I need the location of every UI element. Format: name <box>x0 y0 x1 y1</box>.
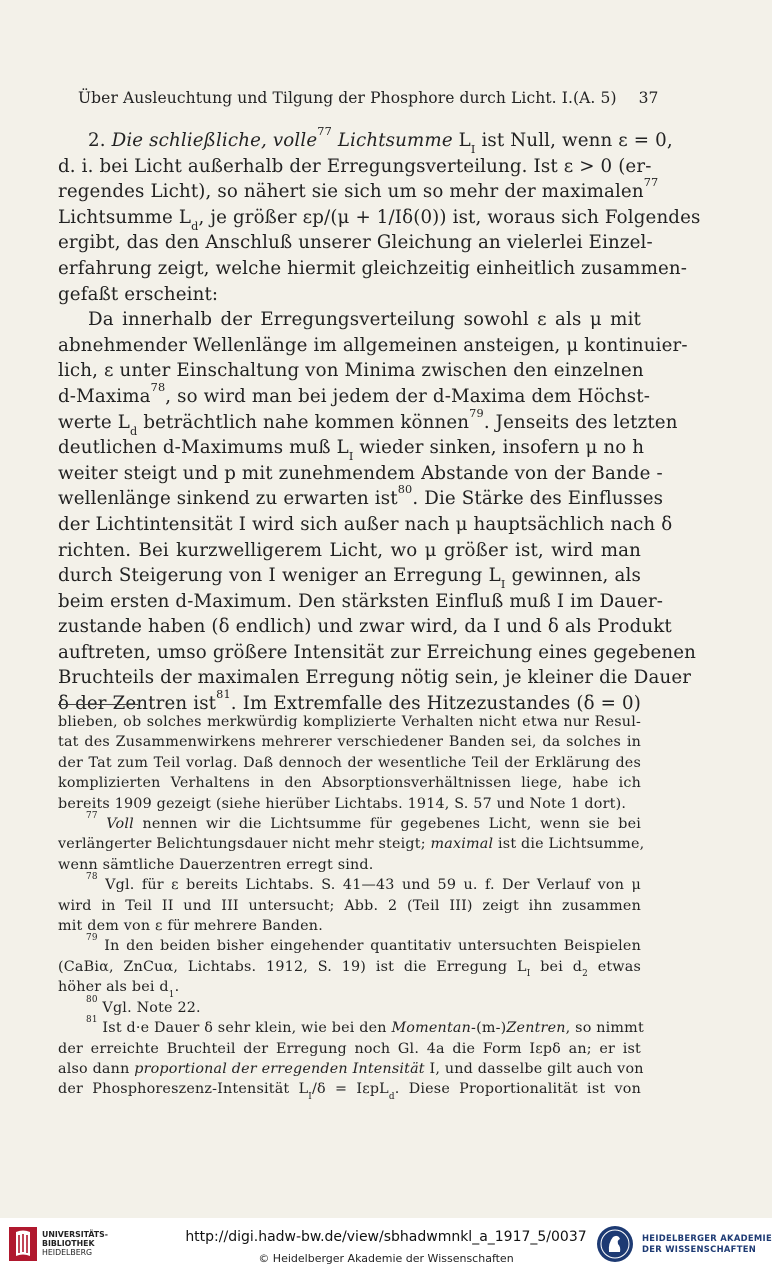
paragraph-2 <box>58 125 701 307</box>
text-line: zustande haben (δ endlich) und zwar wird, da I und δ als Produkt <box>58 616 672 638</box>
footnote-line: tat des Zusammenwirkens mehrerer verschiedener Banden sei, da solches in <box>58 734 641 751</box>
text-line: Bruchteils der maximalen Erregung nötig sein, je kleiner die Dauer <box>58 667 692 689</box>
footnote-rule <box>58 704 138 705</box>
text-line: regendes Licht), so nähert sie sich um so mehr der maximalen$^{77}$ <box>58 176 659 203</box>
text-line: Lichtsumme $L_d$, je größer εp/(μ + 1/Iδ(0)) ist, woraus sich Folgendes <box>58 206 701 234</box>
text-line: ergibt, das den Anschluß unserer Gleichung an vielerlei Einzel- <box>58 232 653 254</box>
text-line: richten. Bei kurzwelligerem Licht, wo μ größer ist, wird man <box>58 539 641 561</box>
footnote-line: der Phosphoreszenz-Intensität $L_I/\delta = I\varepsilon pL_d$. Diese Proportionalität ist von <box>58 1081 641 1102</box>
copyright-notice: © Heidelberger Akademie der Wissenschaften <box>258 1252 514 1265</box>
viewer-footer <box>0 1218 772 1271</box>
page-url[interactable]: http://digi.hadw-bw.de/view/sbhadwmnkl_a_1917_5/0037 <box>185 1229 587 1245</box>
footnote-77: $^{77}$ Voll nennen wir die Lichtsumme für gegebenes Licht, wenn sie bei <box>86 811 642 833</box>
footnote-line: mit dem von ε für mehrere Banden. <box>58 918 323 935</box>
academy-seal-icon <box>596 1225 634 1263</box>
text-line: weiter steigt und p mit zunehmendem Abstande von der Bande - <box>58 462 663 484</box>
text-line: 2. Die schließliche, volle$^{77}$ Lichtsumme $L_I$ ist Null, wenn ε = 0, <box>88 125 673 157</box>
footnote-line: höher als bei $d_1$. <box>58 979 180 1000</box>
footnote-81: $^{81}$ Ist d·e Dauer δ sehr klein, wie bei den Momentan-(m-)Zentren, so nimmt <box>86 1015 644 1037</box>
footnote-line: der erreichte Bruchteil der Erregung noch Gl. 4a die Form Iεpδ an; er ist <box>58 1040 641 1057</box>
text-line: der Lichtintensität I wird sich außer nach μ hauptsächlich nach δ <box>58 513 673 535</box>
text-line: werte $L_d$ beträchtlich nahe kommen können$^{79}$. Jenseits des letzten <box>58 406 678 438</box>
footnotes <box>58 712 645 1102</box>
text-line: d-Maxima$^{78}$, so wird man bei jedem der d-Maxima dem Höchst- <box>58 380 651 407</box>
text-line: erfahrung zeigt, welche hiermit gleichzeitig einheitlich zusammen- <box>58 257 688 279</box>
text-line: d. i. bei Licht außerhalb der Erregungsverteilung. Ist ε > 0 (er- <box>58 155 652 177</box>
text-line: deutlichen d-Maximums muß $L_I$ wieder sinken, insofern μ no h <box>58 437 645 464</box>
text-line: beim ersten d-Maximum. Den stärksten Einfluß muß I im Dauer- <box>58 590 664 612</box>
footnote-line: der Tat zum Teil vorlag. Daß dennoch der wesentliche Teil der Erklärung des <box>58 754 641 771</box>
text-line: durch Steigerung von I weniger an Erregung $L_I$ gewinnen, als <box>58 565 641 592</box>
main-text <box>58 125 701 717</box>
text-line: wellenlänge sinkend zu erwarten ist$^{80}$. Die Stärke des Einflusses <box>58 483 664 510</box>
text-line: Da innerhalb der Erregungsverteilung sowohl ε als μ mit <box>88 309 641 331</box>
footnote-line: also dann proportional der erregenden Intensität I, und dasselbe gilt auch von <box>58 1060 644 1077</box>
footnote-line: bereits 1909 gezeigt (siehe hierüber Lichtabs. 1914, S. 57 und Note 1 dort). <box>58 795 627 812</box>
footnote-80: $^{80}$ Vgl. Note 22. <box>86 994 201 1016</box>
footnote-line: komplizierten Verhaltens in den Absorptionsverhältnissen liege, habe ich <box>58 775 641 792</box>
text-line: gefaßt erscheint: <box>58 283 219 305</box>
footnote-line: verlängerter Belichtungsdauer nicht mehr steigt; maximal ist die Lichtsumme, <box>58 836 645 853</box>
footnote-line: blieben, ob solches merkwürdig komplizierte Verhalten nicht etwa nur Resul- <box>58 714 641 730</box>
running-header <box>78 89 659 107</box>
paragraph-da <box>58 307 697 717</box>
page-number: 37 <box>638 89 659 107</box>
footnote-79: $^{79}$ In den beiden bisher eingehender quantitativ untersuchten Beispielen <box>86 933 641 955</box>
running-title: Über Ausleuchtung und Tilgung der Phosphore durch Licht. I. <box>78 89 573 107</box>
section-label: (A. 5) <box>572 89 617 107</box>
footnote-78: $^{78}$ Vgl. für ε bereits Lichtabs. S. 41—43 und 59 u. f. Der Verlauf von μ <box>86 872 641 894</box>
university-library-name: UNIVERSITÄTS- BIBLIOTHEK HEIDELBERG <box>42 1230 108 1257</box>
footnote-line: (CaBiα, ZnCuα, Lichtabs. 1912, S. 19) ist die Erregung $L_I$ bei $d_2$ etwas <box>58 958 641 980</box>
footnote-line: wenn sämtliche Dauerzentren erregt sind. <box>58 856 374 873</box>
text-line: abnehmender Wellenlänge im allgemeinen ansteigen, μ kontinuier- <box>58 334 688 356</box>
academy-name: HEIDELBERGER AKADEMIE DER WISSENSCHAFTEN <box>642 1233 772 1254</box>
text-line: auftreten, umso größere Intensität zur Erreichung eines gegebenen <box>58 641 697 663</box>
text-line: lich, ε unter Einschaltung von Minima zwischen den einzelnen <box>58 360 644 382</box>
text-line: δ der Zentren ist$^{81}$. Im Extremfalle des Hitzezustandes (δ = 0) <box>58 688 642 715</box>
footnote-line: wird in Teil II und III untersucht; Abb. 2 (Teil III) zeigt ihn zusammen <box>58 897 641 914</box>
